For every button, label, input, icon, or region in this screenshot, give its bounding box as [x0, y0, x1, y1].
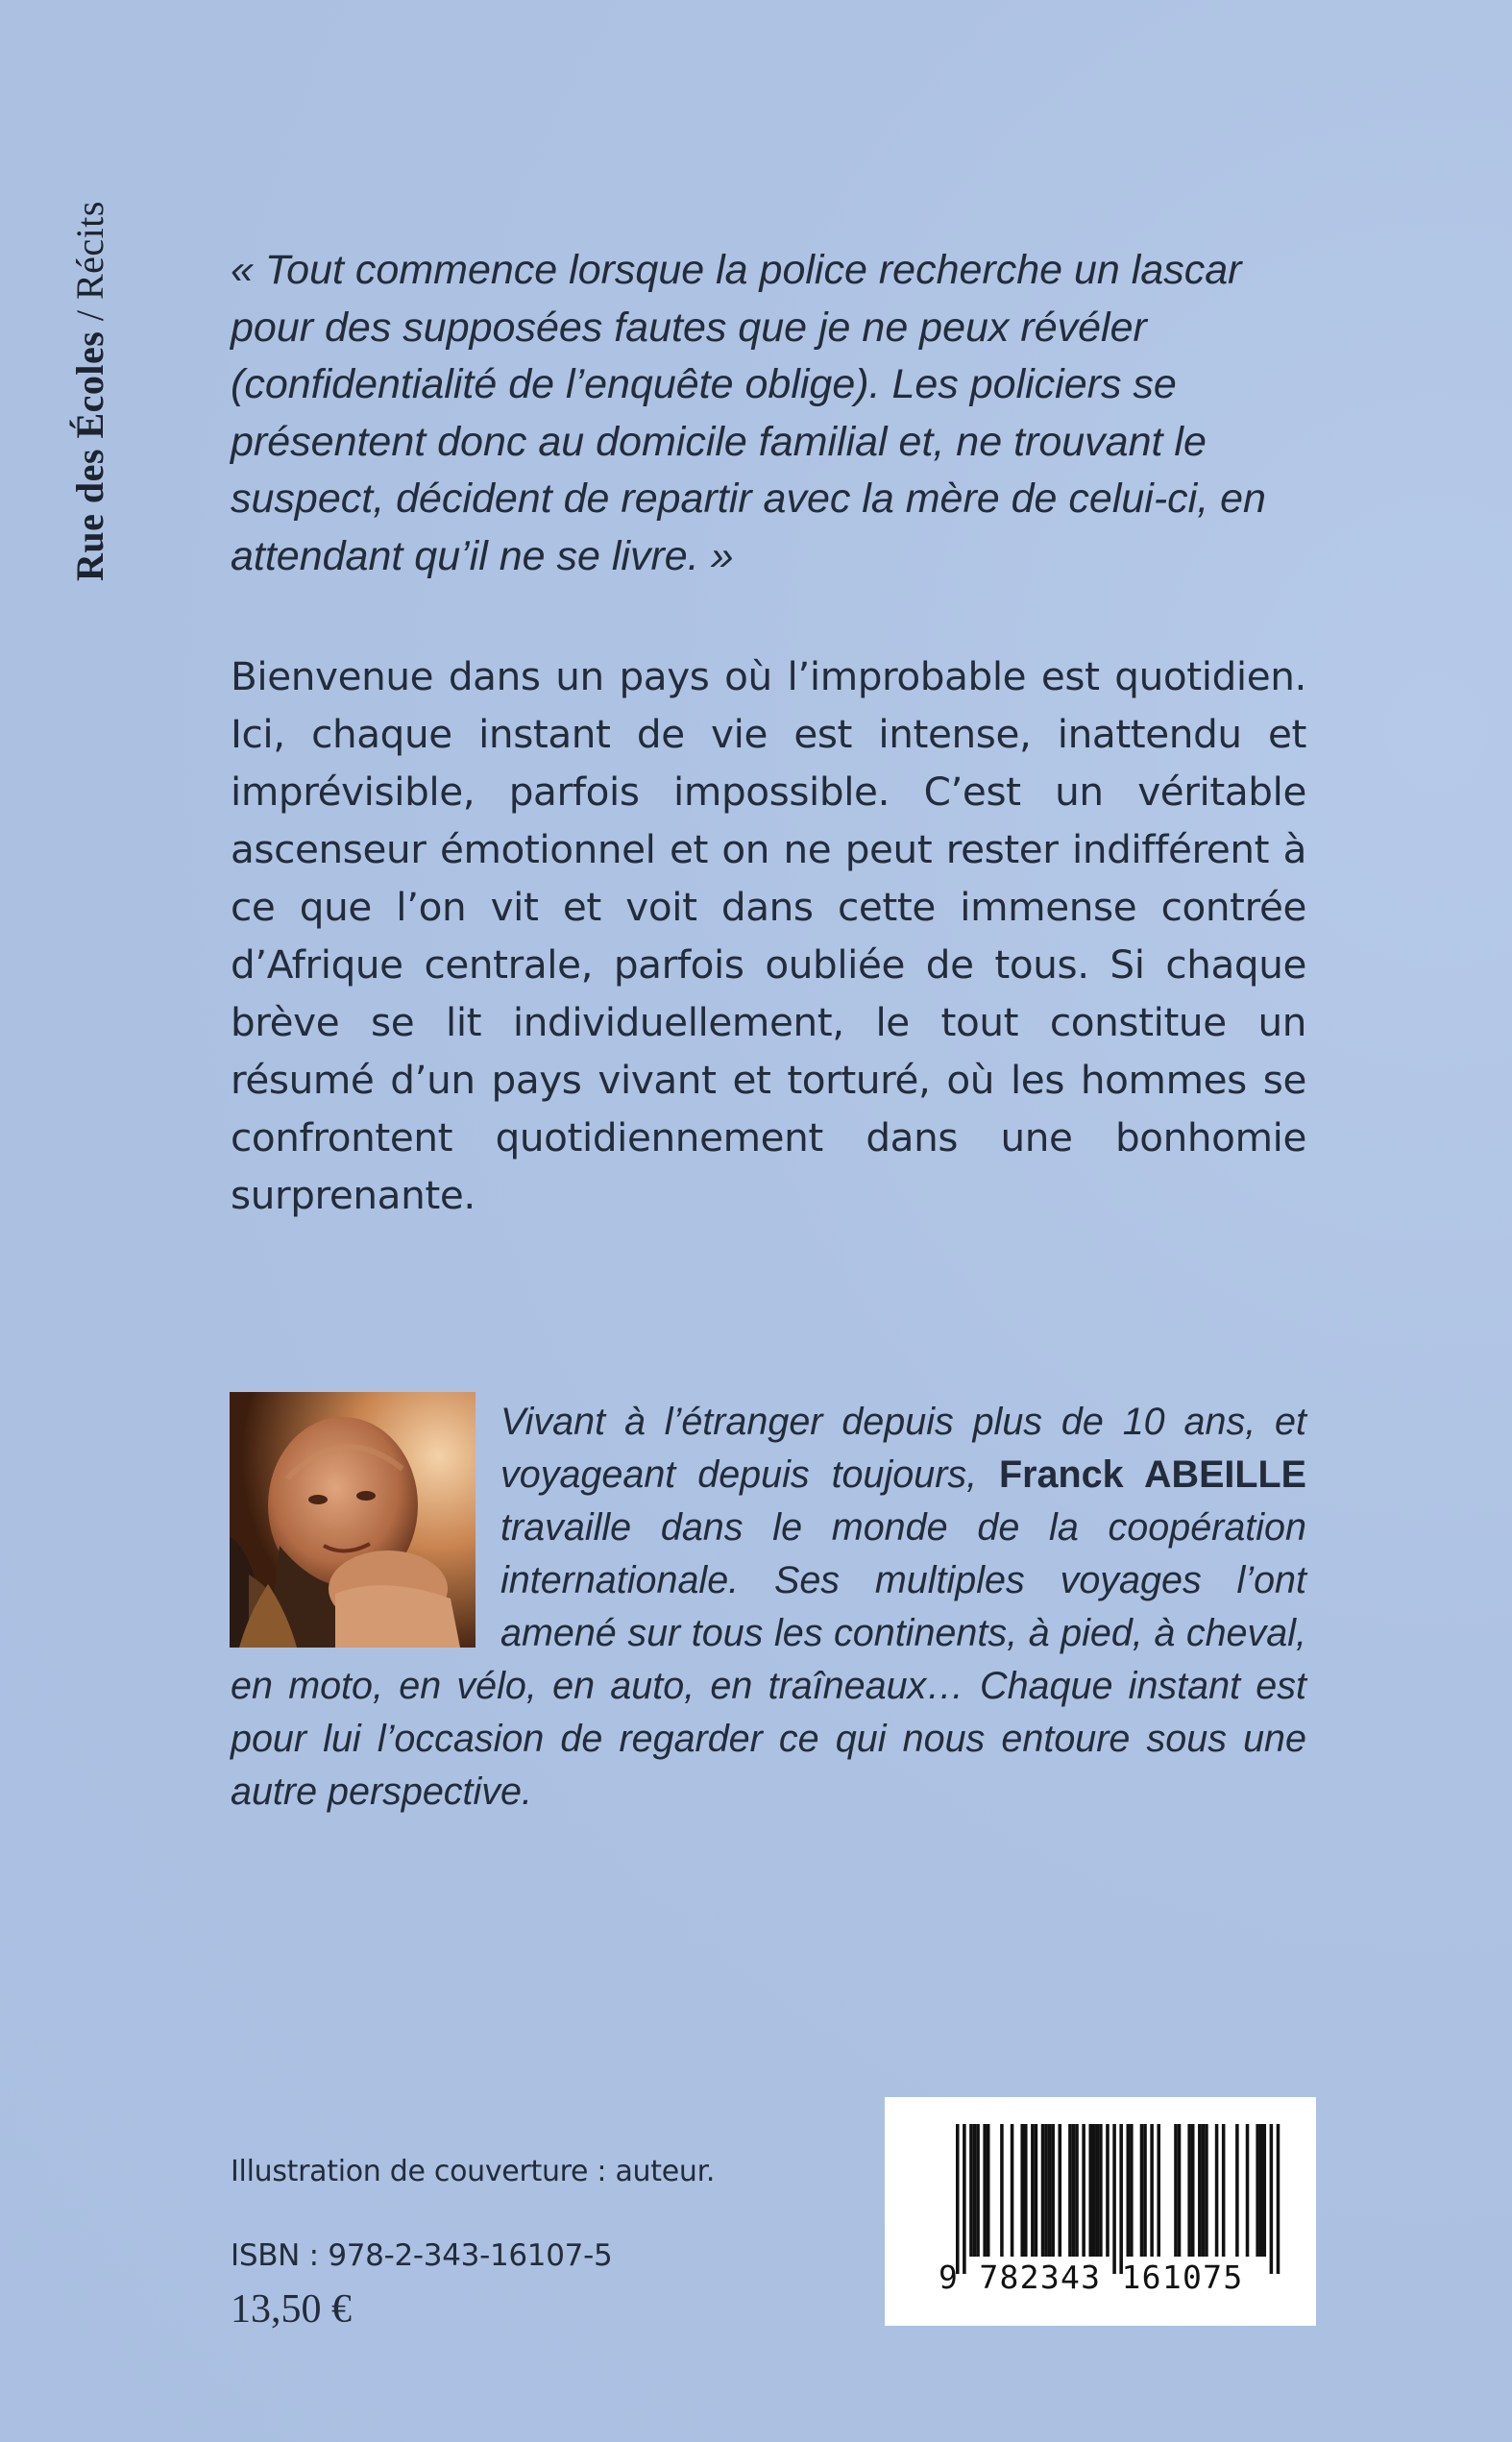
- barcode-bar: [1215, 2124, 1219, 2257]
- barcode-bar: [1202, 2124, 1206, 2257]
- barcode-bar: [1178, 2124, 1182, 2257]
- barcode-bar: [976, 2124, 980, 2257]
- barcode-bar: [1198, 2124, 1202, 2257]
- excerpt-quote: « Tout commence lorsque la police recherche un lascar pour des supposées fautes que je ne peux révéler (confidentialité de l’enquête oblige). Les policiers se présentent donc au domicile familial et, ne trouvant le suspect, décident de repartir avec la mère de celui-ci, en attendant qu’il ne se livre. »: [231, 247, 1266, 579]
- barcode-bar: [1096, 2124, 1100, 2257]
- barcode-bar: [1099, 2124, 1103, 2257]
- barcode-bar: [1191, 2124, 1195, 2257]
- barcode-bar: [1130, 2124, 1134, 2257]
- author-bio-rest: travaille dans le monde de la coopération internationale. Ses multiples voyages l’ont amené sur tous les continents, à pied, à cheval, en moto, en vélo, en auto, en traîneaux… Chaque instant est pour lui l’occasion de regarder ce qui nous entoure sous une autre perspective.: [231, 1506, 1306, 1813]
- barcode-bar: [1106, 2124, 1110, 2257]
- collection-name: Récits: [68, 201, 111, 301]
- barcode-bar: [987, 2124, 990, 2257]
- barcode-bar: [1024, 2124, 1028, 2257]
- barcode-panel: [885, 2097, 1316, 2326]
- book-summary: Bienvenue dans un pays où l’improbable est quotidien. Ici, chaque instant de vie est intense, inattendu et imprévisible, parfois impossible. C’est un véritable ascenseur émotionnel et on ne peut rester indifférent à ce que l’on vit et voit dans cette immense contrée d’Afrique centrale, parfois oubliée de tous. Si chaque brève se lit individuellement, le tout constitue un résumé d’un pays vivant et torturé, où les hommes se confrontent quotidiennement dans une bonhomie surprenante.: [231, 653, 1306, 1218]
- barcode-bar: [1075, 2124, 1079, 2257]
- barcode-bar: [963, 2124, 966, 2274]
- spine-title: [67, 201, 112, 581]
- barcode-digits: 9 782343 161075: [939, 2259, 1244, 2296]
- series-name: Rue des Écoles: [68, 330, 111, 581]
- barcode-bar: [1205, 2124, 1208, 2257]
- barcode-bar: [1048, 2124, 1052, 2257]
- barcode-bar: [973, 2124, 977, 2257]
- barcode-bar: [969, 2124, 973, 2257]
- barcode-bar: [1143, 2124, 1147, 2257]
- barcode-bar: [1277, 2124, 1280, 2274]
- barcode-bar: [1246, 2124, 1250, 2257]
- barcode-bar: [1082, 2124, 1085, 2257]
- barcode-bar: [1222, 2124, 1226, 2257]
- barcode-bar: [1259, 2124, 1263, 2257]
- barcode-bar: [1119, 2124, 1123, 2274]
- barcode-bar: [1031, 2124, 1035, 2257]
- barcode-bar: [1044, 2124, 1048, 2257]
- author-name: Franck ABEILLE: [999, 1453, 1306, 1496]
- barcode-bar: [1088, 2124, 1092, 2257]
- barcode-bar: [1041, 2124, 1045, 2257]
- barcode-bar: [1051, 2124, 1055, 2257]
- barcode-bar: [1127, 2124, 1131, 2257]
- barcode-bar: [1270, 2124, 1274, 2274]
- cover-credit: Illustration de couverture : auteur.: [231, 2155, 716, 2188]
- barcode-bar: [1072, 2124, 1076, 2257]
- barcode-bar: [1263, 2124, 1267, 2257]
- spine-label: [67, 110, 115, 591]
- barcode-bar: [1256, 2124, 1259, 2257]
- barcode-bar: [1092, 2124, 1096, 2257]
- barcode-bar: [1059, 2124, 1062, 2257]
- barcode-bar: [956, 2124, 960, 2274]
- barcode-bar: [1150, 2124, 1154, 2257]
- barcode-bar: [1020, 2124, 1024, 2257]
- barcode-bar: [1235, 2124, 1239, 2257]
- barcode-bar: [1000, 2124, 1004, 2257]
- barcode-bar: [1157, 2124, 1160, 2257]
- barcode-bar: [1174, 2124, 1178, 2257]
- barcode-bar: [1068, 2124, 1072, 2257]
- barcode-bar: [1035, 2124, 1038, 2257]
- barcode-bar: [1140, 2124, 1144, 2257]
- author-bio-intro: Vivant à l’étranger depuis plus de 10 ans, et voyageant depuis toujours,: [500, 1401, 1306, 1496]
- isbn-number: ISBN : 978-2-343-16107-5: [231, 2238, 613, 2273]
- barcode-bar: [1187, 2124, 1191, 2257]
- spine-separator: /: [68, 300, 111, 331]
- price: 13,50 €: [231, 2287, 352, 2332]
- photo-spacer: [231, 1396, 500, 1655]
- barcode-bar: [1011, 2124, 1014, 2257]
- barcode-bar: [983, 2124, 987, 2257]
- author-bio: [231, 1396, 1306, 1819]
- barcode-bar: [1112, 2124, 1116, 2274]
